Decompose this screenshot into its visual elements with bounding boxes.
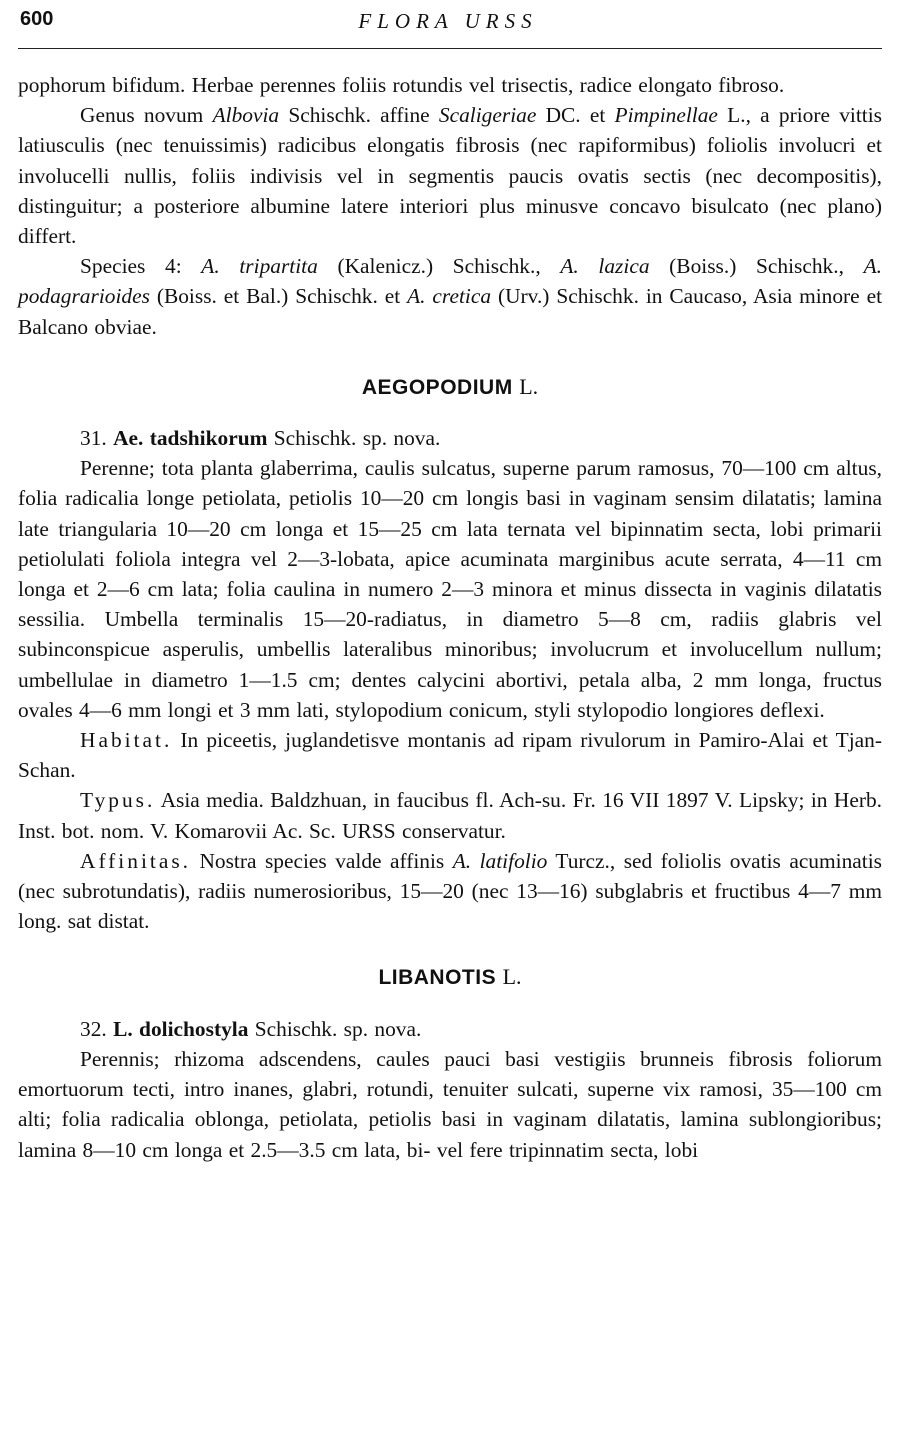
species-description-31: Perenne; tota planta glaberrima, caulis sulcatus, superne parum ramosus, 70—100 cm altus, folia radicalia longe petiolata, petiolis 10—20 cm longis basi in vaginam sensim dilatatis; lamina late triangularia 10—20 cm longa et 15—25 cm lata ternata vel bipinnatim secta, lobi primarii petiolulati foliola integra vel 2—3-lobata, apice acuminata marginibus acute serrata, 4—11 cm longa et 2—6 cm lata; folia caulina in numero 2—3 minora et minus dissecta in vaginis dilatatis sessilia. Umbella terminalis 15—20-radiatus, in diametro 5—8 cm, radiis glabris vel subinconspicue asperulis, umbellis lateralibus minoribus; involucrum et involucellum nullum; umbellulae in diametro 1—1.5 cm; dentes calycini abortivi, petala alba, 2 mm longa, fructus ovales 4—6 mm longi et 3 mm lati, stylopodium conicum, styli stylopodio longiores deflexi. <box>18 456 882 722</box>
species-description-32: Perennis; rhizoma adscendens, caules pauci basi vestigiis brunneis fibrosis foliorum emortuorum tecti, intro inanes, glabri, rotundi, tenuiter sulcati, superne vix ramosi, 35—100 cm alti; folia radicalia oblonga, petiolata, petiolis basi in vaginam dilatatis, lamina sublongioribus; lamina 8—10 cm longa et 2.5—3.5 cm lata, bi- vel fere tripinnatim secta, lobi <box>18 1046 882 1162</box>
species-tripartita: A. tripartita <box>201 254 318 279</box>
running-head <box>14 8 882 38</box>
species-name: L. dolichostyla <box>113 1016 249 1041</box>
genus-albovia: Albovia <box>212 103 280 128</box>
species-latifolio: A. latifolio <box>452 848 548 873</box>
genus-scaligeria: Scaligeriae <box>438 103 537 128</box>
genus-pimpinella: Pimpinellae <box>614 103 718 128</box>
species-heading-31: 31. Ae. tadshikorum Schischk. sp. nova. <box>80 426 441 451</box>
species-podagrarioides: A. podagrarioides <box>18 254 882 309</box>
intro-paragraph-2: Genus novum Albovia Schischk. affine Scaligeriae DC. et Pimpinellae L., a priore vittis latiusculis (nec tenuissimis) radicibus elongatis fibrosis (nec rapiformibus) foliolis involucri et involucelli nullis, foliis indivisis vel in segmentis paucis ovatis sectis (nec decompositis), distinguitur; a posteriore albumine latere interiori plus minusve concavo bisulcato (nec plano) differt. <box>18 103 882 249</box>
species-lazica: A. lazica <box>560 254 650 279</box>
running-title: FLORA URSS <box>358 9 538 33</box>
section-heading-aegopodium: AEGOPODIUM L. <box>361 373 539 399</box>
intro-paragraph-1: pophorum bifidum. Herbae perennes foliis rotundis vel trisectis, radice elongato fibroso. <box>18 73 785 97</box>
intro-paragraph-3: Species 4: A. tripartita (Kalenicz.) Schischk., A. lazica (Boiss.) Schischk., A. podagrarioides (Boiss. et Bal.) Schischk. et A. cretica (Urv.) Schischk. in Caucaso, Asia minore et Balcano obviae. <box>18 254 883 339</box>
habitat-paragraph: Habitat. In piceetis, juglandetisve montanis ad ripam rivulorum in Pamiro-Alai et Tjan-Schan. <box>18 728 882 783</box>
species-name: Ae. tadshikorum <box>113 426 268 451</box>
affinitas-label: Affinitas. <box>80 848 191 873</box>
typus-paragraph: Typus. Asia media. Baldzhuan, in faucibus fl. Ach-su. Fr. 16 VII 1897 V. Lipsky; in Herb. Inst. bot. nom. V. Komarovii Ac. Sc. URSS conservatur. <box>18 788 882 843</box>
species-cretica: A. cretica <box>407 284 492 309</box>
page-number: 600 <box>20 8 54 30</box>
page-body <box>18 70 882 1165</box>
section-heading-libanotis: LIBANOTIS L. <box>378 964 522 990</box>
affinitas-paragraph: Affinitas. Nostra species valde affinis A. latifolio Turcz., sed foliolis ovatis acuminatis (nec subrotundatis), radiis numerosioribus, 15—20 (nec 13—16) subglabris et fructibus 4—7 mm long. sat distat. <box>18 848 882 934</box>
header-rule <box>18 48 882 49</box>
species-heading-32: 32. L. dolichostyla Schischk. sp. nova. <box>80 1016 422 1041</box>
habitat-label: Habitat. <box>80 728 173 753</box>
typus-label: Typus. <box>80 788 156 813</box>
